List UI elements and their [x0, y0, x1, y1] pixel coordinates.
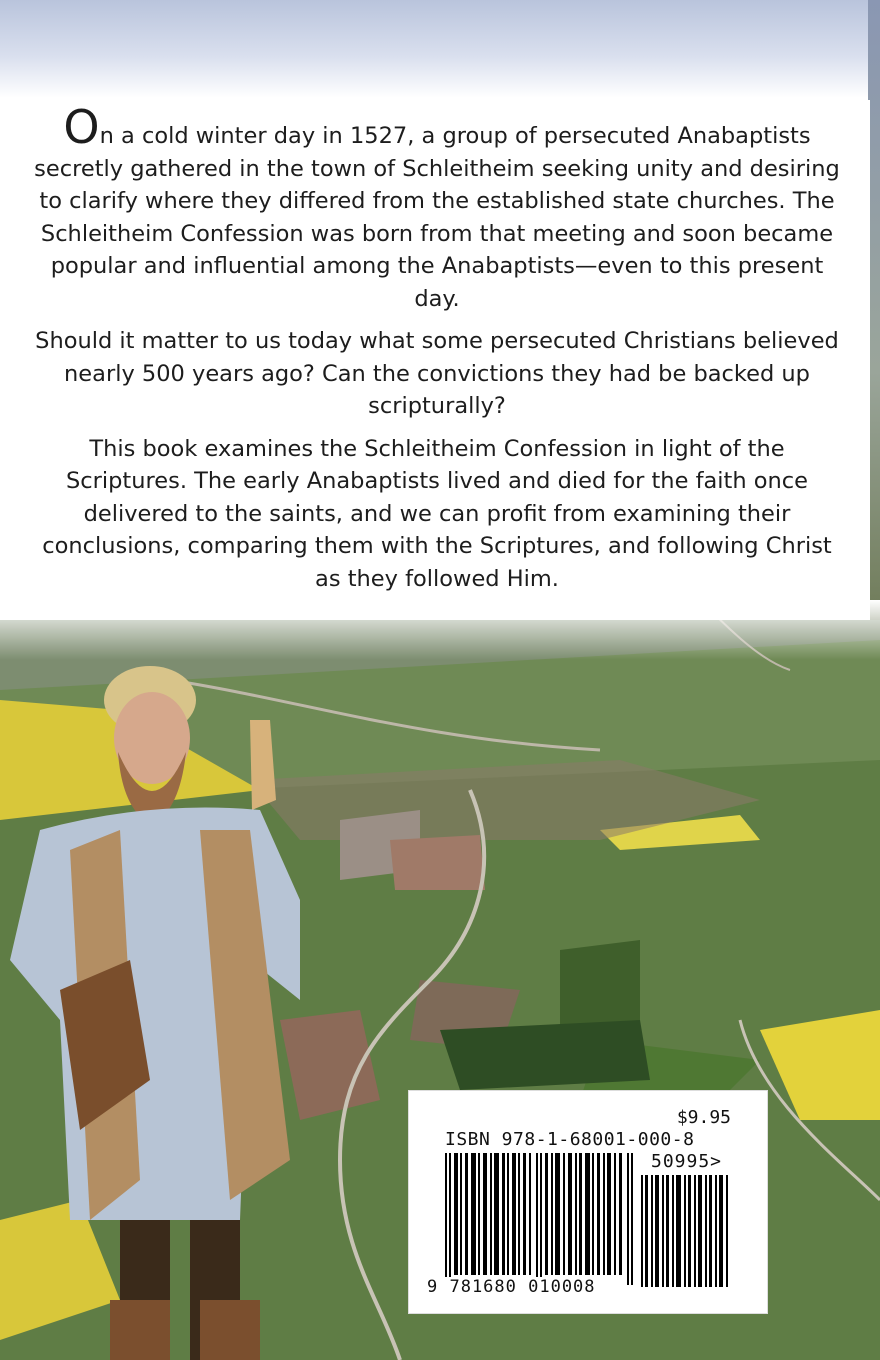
blurb-paragraph-3: This book examines the Schleitheim Confession in light of the Scriptures. The early Anabaptists lived and died for the faith once delivered to the saints, and we can profit from examining their conclusions, comparing them with the Scriptures, and following Christ as they followed Him. [42, 435, 832, 592]
isbn-label: ISBN 978-1-68001-000-8 [445, 1129, 695, 1150]
blurb-paragraph-2: Should it matter to us today what some persecuted Christians believed nearly 500 years ago? Can the convictions they had be backed up scripturally? [35, 328, 839, 419]
blurb-paragraph-1 [30, 100, 844, 315]
barcode-box [408, 1090, 768, 1314]
blurb-paragraph-1-text: n a cold winter day in 1527, a group of persecuted Anabaptists secretly gathered in the town of Schleitheim seeking unity and desiring to clarify where they differed from the established state churches. The Schleitheim Confession was born from that meeting and soon became popular and influential among the Anabaptists—even to this present day. [34, 123, 840, 312]
drop-cap: O [63, 100, 100, 154]
anabaptist-figure-painting [0, 660, 330, 1360]
fade-overlay [0, 600, 880, 660]
price-label: $9.95 [676, 1107, 731, 1128]
price-addon-barcode [641, 1175, 731, 1287]
barcode-digits: 9 781680 010008 [427, 1277, 596, 1297]
addon-code-label: 50995> [651, 1151, 723, 1172]
isbn-barcode [445, 1153, 635, 1285]
back-cover-blurb [30, 100, 844, 605]
